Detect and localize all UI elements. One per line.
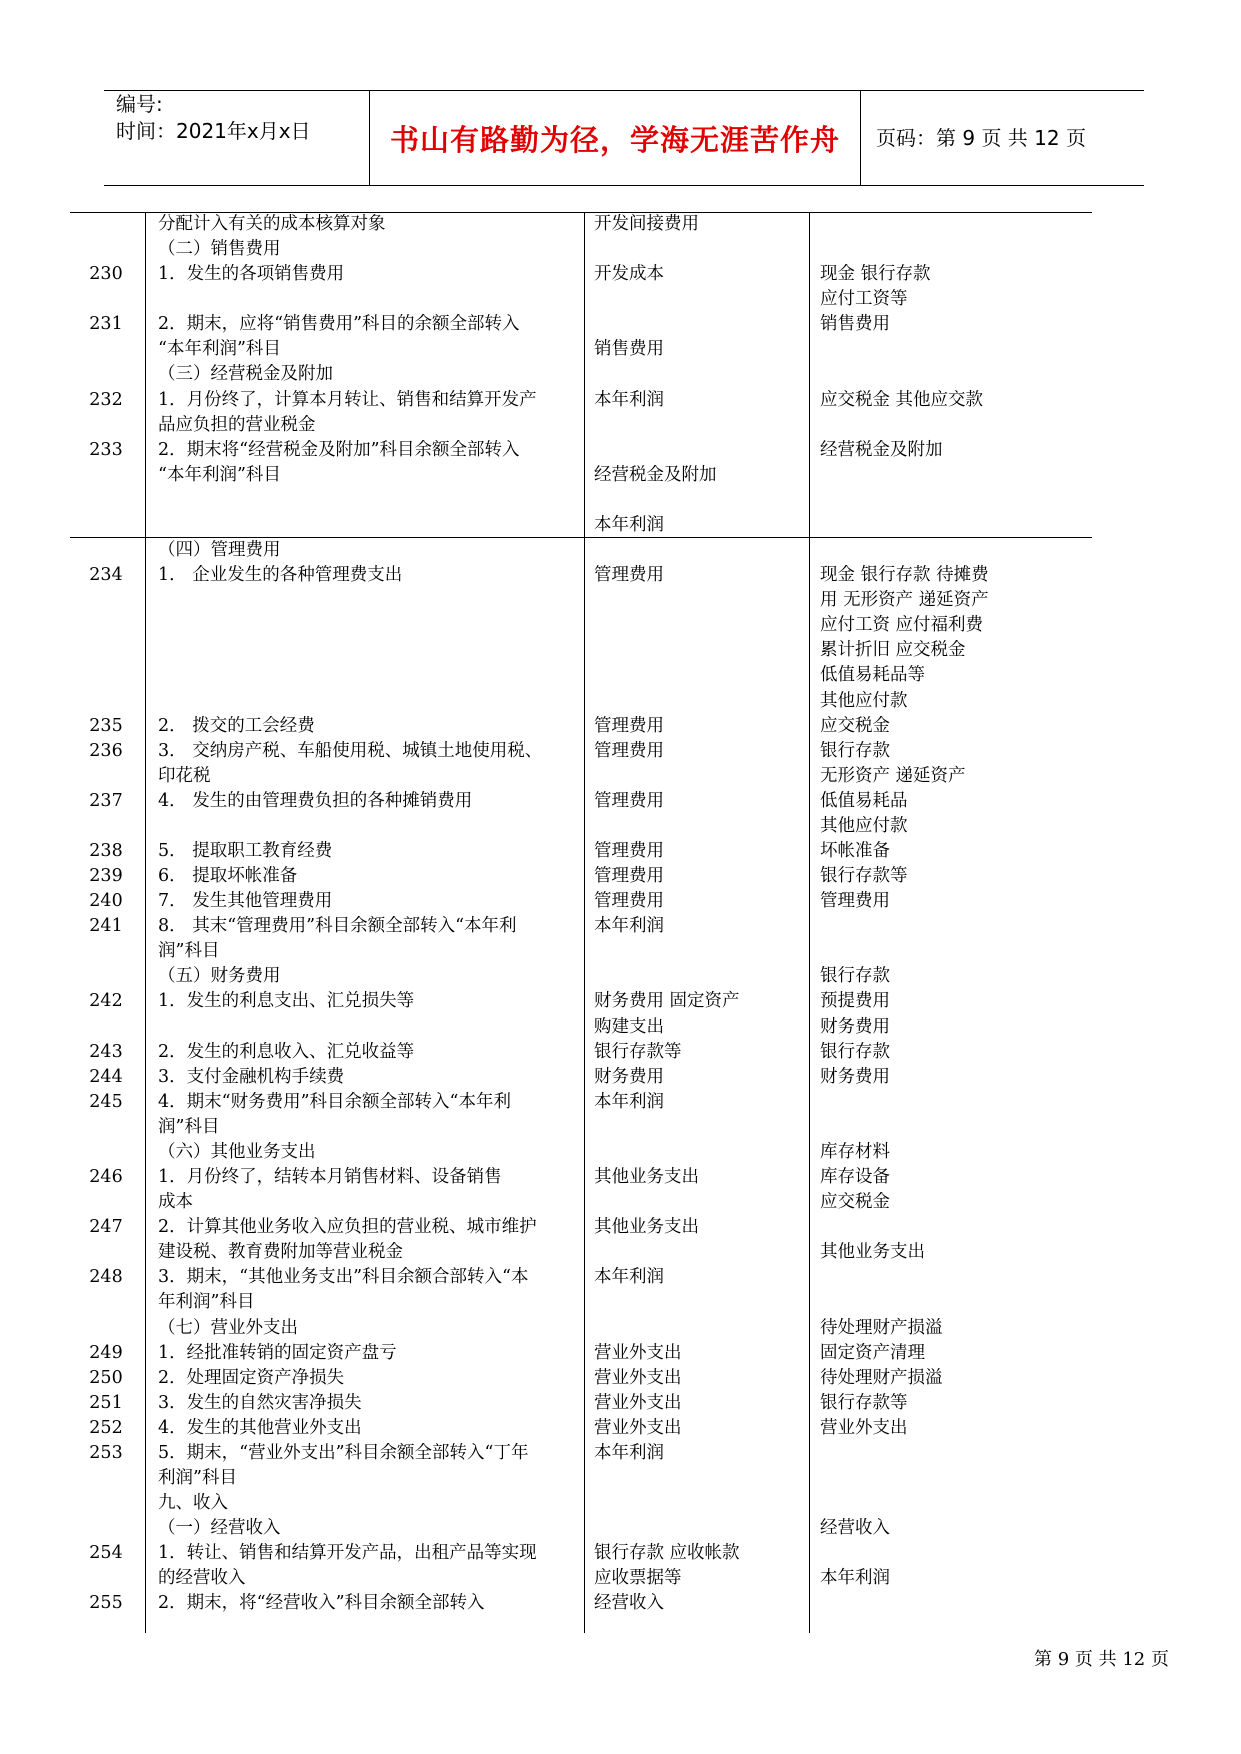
- entry-number: 236: [89, 740, 123, 761]
- debit-account: 本年利润: [594, 1267, 664, 1288]
- table-row: [70, 613, 1092, 638]
- table-row: [70, 1290, 1092, 1315]
- credit-account: 销售费用: [820, 314, 890, 335]
- debit-account: 本年利润: [594, 514, 664, 535]
- table-row: [70, 337, 1092, 362]
- entry-description: 的经营收入: [158, 1568, 246, 1589]
- entry-number: 232: [89, 389, 123, 410]
- table-row: [70, 714, 1092, 739]
- table-row: [70, 989, 1092, 1014]
- credit-account: 其他业务支出: [820, 1242, 925, 1263]
- debit-account: 营业外支出: [594, 1342, 682, 1363]
- credit-account: 现金 银行存款: [820, 264, 931, 285]
- credit-account: 库存设备: [820, 1167, 890, 1188]
- entry-number: 243: [89, 1041, 123, 1062]
- table-row: [70, 638, 1092, 663]
- credit-account: 管理费用: [820, 891, 890, 912]
- entry-description: 5．期末，“营业外支出”科目余额全部转入“丁年: [158, 1442, 529, 1463]
- accounting-entries-table: [70, 212, 1092, 1633]
- entry-description: 分配计入有关的成本核算对象: [158, 214, 386, 234]
- entry-description: 2．期末将“经营税金及附加”科目余额全部转入: [158, 439, 520, 460]
- table-row: [70, 1240, 1092, 1265]
- entry-description: 利润”科目: [158, 1468, 237, 1488]
- table-row: [70, 563, 1092, 588]
- debit-account: 财务费用 固定资产: [594, 991, 740, 1012]
- header-page-number: 页码：第 9 页 共 12 页: [876, 126, 1086, 150]
- credit-account: 其他应付款: [820, 815, 908, 836]
- entry-number: 255: [89, 1593, 123, 1614]
- table-row: [70, 689, 1092, 714]
- entry-description: 润”科目: [158, 1116, 220, 1137]
- table-row: [70, 839, 1092, 864]
- header-divider: [860, 91, 861, 185]
- table-row: [70, 1316, 1092, 1341]
- entry-number: 242: [89, 991, 123, 1012]
- entry-description: 2． 拨交的工会经费: [158, 715, 315, 736]
- debit-account: 经营收入: [594, 1593, 664, 1614]
- table-row: [70, 362, 1092, 387]
- table-row: [70, 488, 1092, 513]
- table-row: [70, 463, 1092, 488]
- entry-description: 1．发生的利息支出、汇兑损失等: [158, 991, 415, 1012]
- entry-description: 印花税: [158, 765, 211, 786]
- entry-description: 5． 提取职工教育经费: [158, 841, 333, 861]
- table-row: [70, 1566, 1092, 1591]
- credit-account: 本年利润: [820, 1568, 890, 1589]
- page-header: [104, 90, 1144, 186]
- debit-account: 购建支出: [594, 1016, 664, 1037]
- credit-account: 累计折旧 应交税金: [820, 640, 966, 661]
- credit-account: 坏帐准备: [820, 841, 890, 861]
- table-row: [70, 964, 1092, 989]
- entry-number: 247: [89, 1217, 123, 1238]
- entry-description: 3．期末，“其他业务支出”科目余额合部转入“本: [158, 1267, 529, 1288]
- entry-description: 4． 发生的由管理费负担的各种摊销费用: [158, 790, 473, 811]
- table-row: [70, 1115, 1092, 1140]
- table-row: [70, 1065, 1092, 1090]
- credit-account: 财务费用: [820, 1066, 890, 1087]
- credit-account: 银行存款等: [820, 866, 908, 887]
- debit-account: 开发成本: [594, 264, 664, 285]
- table-row: [70, 1491, 1092, 1516]
- entry-description: 1． 企业发生的各种管理费支出: [158, 565, 403, 586]
- entry-description: 建设税、教育费附加等营业税金: [158, 1242, 403, 1263]
- table-row: [70, 1215, 1092, 1240]
- credit-account: 财务费用: [820, 1016, 890, 1037]
- table-row: [70, 237, 1092, 262]
- entry-number: 253: [89, 1442, 123, 1463]
- credit-account: 预提费用: [820, 991, 890, 1012]
- entry-description: 1．月份终了，结转本月销售材料、设备销售: [158, 1167, 502, 1188]
- entry-number: 244: [89, 1066, 123, 1087]
- credit-account: 营业外支出: [820, 1417, 908, 1438]
- entry-number: 237: [89, 790, 123, 811]
- debit-account: 营业外支出: [594, 1367, 682, 1388]
- credit-account: 银行存款: [820, 966, 890, 987]
- entry-number: 250: [89, 1367, 123, 1388]
- debit-account: 管理费用: [594, 866, 664, 887]
- debit-account: 经营税金及附加: [594, 464, 717, 485]
- debit-account: 管理费用: [594, 790, 664, 811]
- debit-account: 销售费用: [594, 339, 664, 360]
- debit-account: 财务费用: [594, 1066, 664, 1087]
- table-row: [70, 1416, 1092, 1441]
- entry-description: （三）经营税金及附加: [158, 364, 333, 385]
- entry-description: （一）经营收入: [158, 1518, 281, 1539]
- table-row: [70, 1165, 1092, 1190]
- entry-description: 7． 发生其他管理费用: [158, 891, 333, 912]
- header-motto: 书山有路勤为径，学海无涯苦作舟: [389, 122, 840, 157]
- credit-account: 低值易耗品: [820, 790, 908, 811]
- table-row: [70, 1541, 1092, 1566]
- entry-description: 成本: [158, 1192, 193, 1213]
- entry-description: 2．计算其他业务收入应负担的营业税、城市维护: [158, 1217, 537, 1238]
- credit-account: 银行存款等: [820, 1392, 908, 1413]
- debit-account: 其他业务支出: [594, 1167, 699, 1188]
- debit-account: 应收票据等: [594, 1568, 682, 1589]
- entry-description: 2．处理固定资产净损失: [158, 1367, 345, 1388]
- credit-account: 应付工资 应付福利费: [820, 615, 984, 636]
- entry-description: 4．期末“财务费用”科目余额全部转入“本年利: [158, 1091, 511, 1112]
- credit-account: 经营税金及附加: [820, 439, 943, 460]
- document-time-label: 时间：2021年x月x日: [116, 119, 311, 143]
- entry-number: 251: [89, 1392, 123, 1413]
- table-row: [70, 1391, 1092, 1416]
- entry-number: 246: [89, 1167, 123, 1188]
- entry-description: 九、收入: [158, 1493, 228, 1514]
- table-row: [70, 739, 1092, 764]
- entry-number: 248: [89, 1267, 123, 1288]
- table-row: [70, 312, 1092, 337]
- table-row: [70, 438, 1092, 463]
- table-row: [70, 1466, 1092, 1491]
- credit-account: 现金 银行存款 待摊费: [820, 565, 989, 586]
- table-row: [70, 1366, 1092, 1391]
- credit-account: 库存材料: [820, 1141, 890, 1162]
- entry-number: 230: [89, 264, 123, 285]
- entry-description: 1．经批准转销的固定资产盘亏: [158, 1342, 397, 1363]
- table-row: [70, 388, 1092, 413]
- debit-account: 银行存款 应收帐款: [594, 1543, 740, 1564]
- credit-account: 待处理财产损溢: [820, 1367, 943, 1388]
- credit-account: 应付工资等: [820, 289, 908, 310]
- entry-description: （四）管理费用: [158, 540, 281, 561]
- table-row: [70, 1516, 1092, 1541]
- entry-number: 254: [89, 1543, 123, 1564]
- entry-number: 238: [89, 841, 123, 861]
- table-row: [70, 1190, 1092, 1215]
- debit-account: 本年利润: [594, 1091, 664, 1112]
- credit-account: 银行存款: [820, 1041, 890, 1062]
- entry-description: （二）销售费用: [158, 239, 281, 260]
- table-row: [70, 1015, 1092, 1040]
- debit-account: 营业外支出: [594, 1392, 682, 1413]
- credit-account: 应交税金 其他应交款: [820, 389, 984, 410]
- credit-account: 无形资产 递延资产: [820, 765, 966, 786]
- table-row: [70, 513, 1092, 538]
- table-row: [70, 262, 1092, 287]
- entry-number: 231: [89, 314, 123, 335]
- table-row: [70, 538, 1092, 563]
- entry-number: 245: [89, 1091, 123, 1112]
- credit-account: 银行存款: [820, 740, 890, 761]
- entry-description: “本年利润”科目: [158, 464, 281, 485]
- entry-description: 8． 其末“管理费用”科目余额全部转入“本年利: [158, 916, 517, 937]
- debit-account: 管理费用: [594, 740, 664, 761]
- table-row: [70, 789, 1092, 814]
- table-row: [70, 287, 1092, 312]
- entry-number: 239: [89, 866, 123, 887]
- credit-account: 低值易耗品等: [820, 665, 925, 686]
- table-row: [70, 1040, 1092, 1065]
- entry-number: 235: [89, 715, 123, 736]
- entry-description: 1．发生的各项销售费用: [158, 264, 345, 285]
- debit-account: 开发间接费用: [594, 214, 699, 234]
- header-meta: [116, 91, 311, 145]
- table-row: [70, 1265, 1092, 1290]
- entry-number: 241: [89, 916, 123, 937]
- table-row: [70, 889, 1092, 914]
- entry-description: 2．期末，应将“销售费用”科目的余额全部转入: [158, 314, 520, 335]
- document-number-label: 编号:: [116, 92, 163, 116]
- entry-number: 240: [89, 891, 123, 912]
- table-row: [70, 1140, 1092, 1165]
- table-row: [70, 814, 1092, 839]
- credit-account: 固定资产清理: [820, 1342, 925, 1363]
- entry-description: 2．期末，将“经营收入”科目余额全部转入: [158, 1593, 485, 1614]
- entry-number: 234: [89, 565, 123, 586]
- debit-account: 管理费用: [594, 565, 664, 586]
- entry-description: “本年利润”科目: [158, 339, 281, 360]
- debit-account: 其他业务支出: [594, 1217, 699, 1238]
- entry-description: 2．发生的利息收入、汇兑收益等: [158, 1041, 415, 1062]
- debit-account: 银行存款等: [594, 1041, 682, 1062]
- credit-account: 经营收入: [820, 1518, 890, 1539]
- credit-account: 用 无形资产 递延资产: [820, 590, 989, 611]
- entry-description: （五）财务费用: [158, 966, 281, 987]
- table-row: [70, 1441, 1092, 1466]
- entry-description: 润”科目: [158, 941, 220, 962]
- table-row: [70, 764, 1092, 789]
- credit-account: 应交税金: [820, 1192, 890, 1213]
- entry-number: 249: [89, 1342, 123, 1363]
- debit-account: 管理费用: [594, 891, 664, 912]
- page-footer: 第 9 页 共 12 页: [1034, 1649, 1169, 1670]
- credit-account: 待处理财产损溢: [820, 1317, 943, 1338]
- debit-account: 营业外支出: [594, 1417, 682, 1438]
- entry-description: （六）其他业务支出: [158, 1141, 316, 1162]
- entry-number: 233: [89, 439, 123, 460]
- entry-description: 年利润”科目: [158, 1292, 255, 1313]
- table-row: [70, 212, 1092, 237]
- entry-description: 4．发生的其他营业外支出: [158, 1417, 362, 1438]
- table-row: [70, 939, 1092, 964]
- entry-description: 6． 提取坏帐准备: [158, 866, 298, 887]
- table-row: [70, 1341, 1092, 1366]
- debit-account: 本年利润: [594, 916, 664, 937]
- table-row: [70, 864, 1092, 889]
- table-row: [70, 413, 1092, 438]
- debit-account: 本年利润: [594, 389, 664, 410]
- credit-account: 其他应付款: [820, 690, 908, 711]
- debit-account: 本年利润: [594, 1442, 664, 1463]
- table-row: [70, 588, 1092, 613]
- entry-description: （七）营业外支出: [158, 1317, 298, 1338]
- entry-description: 3． 交纳房产税、车船使用税、城镇土地使用税、: [158, 740, 543, 761]
- entry-description: 3．发生的自然灾害净损失: [158, 1392, 362, 1413]
- entry-description: 品应负担的营业税金: [158, 414, 316, 435]
- debit-account: 管理费用: [594, 715, 664, 736]
- table-row: [70, 663, 1092, 688]
- table-row: [70, 1591, 1092, 1616]
- entry-description: 3．支付金融机构手续费: [158, 1066, 345, 1087]
- entry-description: 1．月份终了，计算本月转让、销售和结算开发产: [158, 389, 537, 410]
- table-row: [70, 914, 1092, 939]
- entry-number: 252: [89, 1417, 123, 1438]
- debit-account: 管理费用: [594, 841, 664, 861]
- credit-account: 应交税金: [820, 715, 890, 736]
- entry-description: 1．转让、销售和结算开发产品，出租产品等实现: [158, 1543, 537, 1564]
- table-row: [70, 1090, 1092, 1115]
